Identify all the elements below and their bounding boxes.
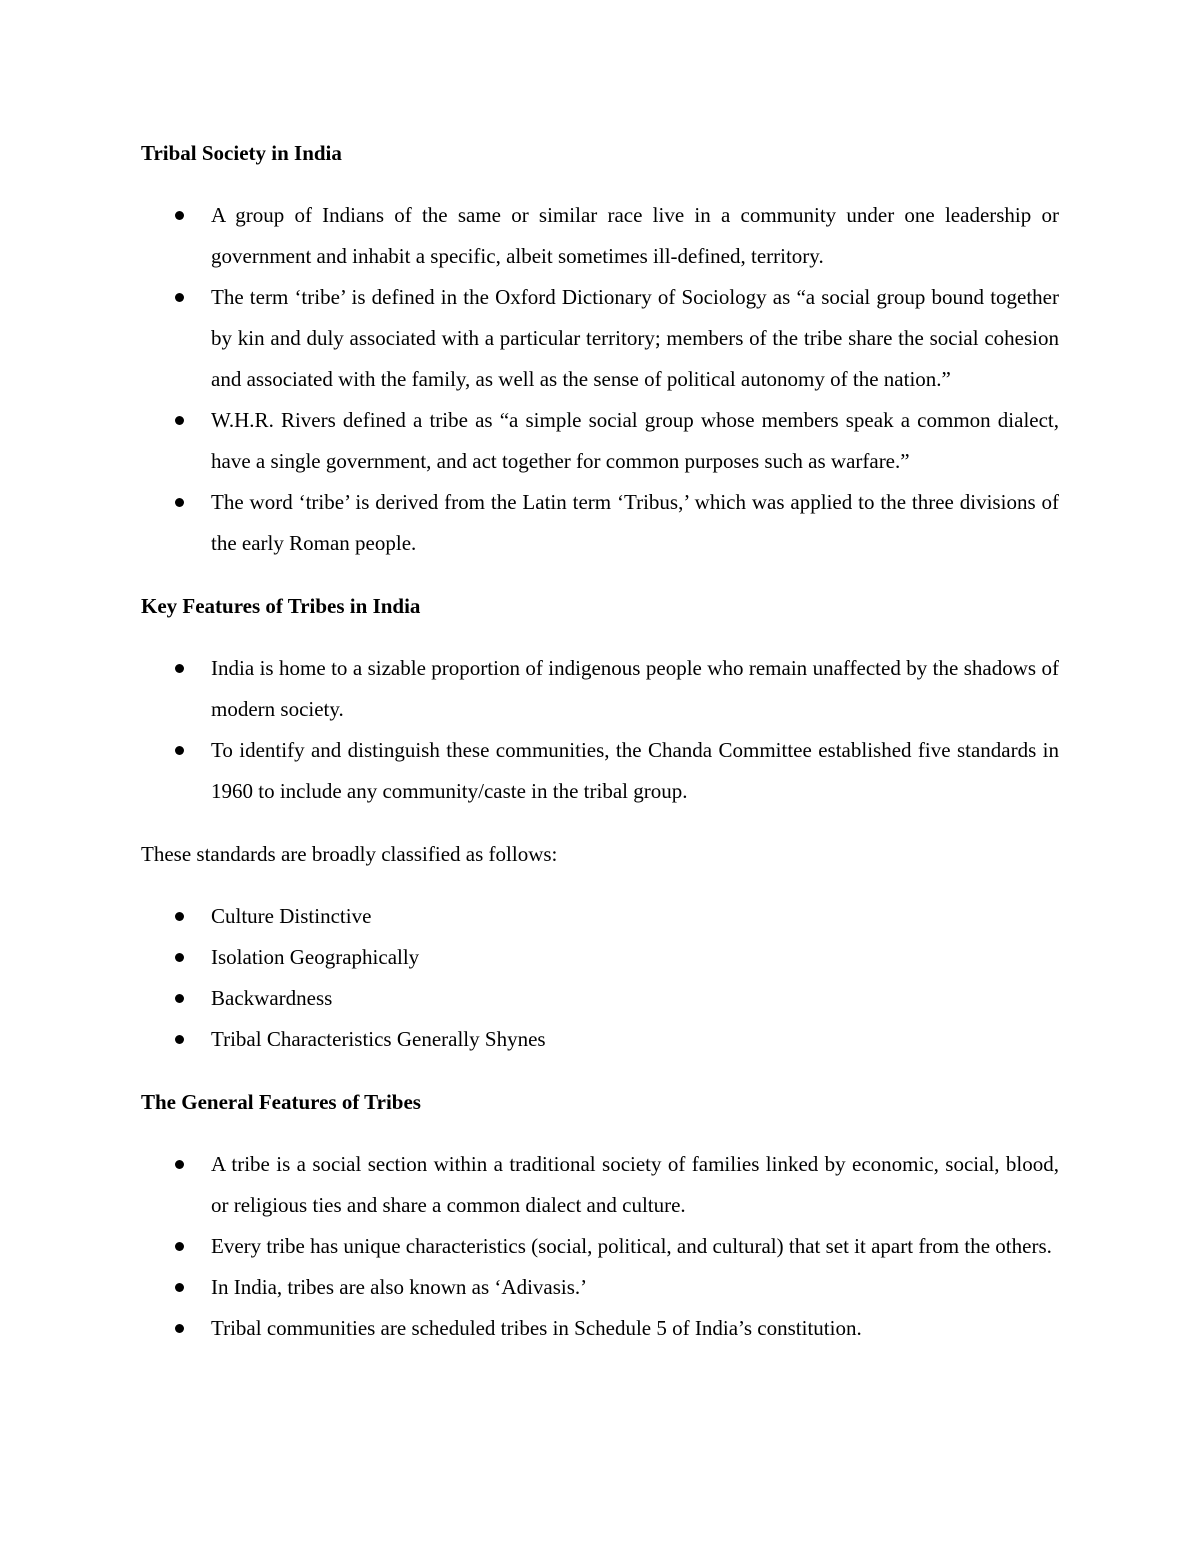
list-item (141, 1226, 1059, 1267)
list-item-text: A group of Indians of the same or similar race live in a community under one leadership or government and inhabit a specific, albeit sometimes ill-defined, territory. (211, 203, 1059, 268)
list-item-text: In India, tribes are also known as ‘Adivasis.’ (211, 1275, 588, 1299)
list-item-text: Isolation Geographically (211, 945, 420, 969)
list-item (141, 730, 1059, 812)
list-item (141, 1019, 1059, 1060)
bullet-icon (175, 1035, 184, 1044)
bullet-icon (175, 746, 184, 755)
list-item-text: W.H.R. Rivers defined a tribe as “a simple social group whose members speak a common dialect, have a single government, and act together for common purposes such as warfare.” (211, 408, 1059, 473)
bullet-icon (175, 498, 184, 507)
heading-general-features: The General Features of Tribes (141, 1090, 421, 1114)
bullet-icon (175, 416, 184, 425)
tribal-society-list (141, 195, 1059, 564)
list-item (141, 1144, 1059, 1226)
list-item (141, 1308, 1059, 1349)
list-item-text: To identify and distinguish these communities, the Chanda Committee established five standards in 1960 to include any community/caste in the tribal group. (211, 738, 1059, 803)
list-item-text: India is home to a sizable proportion of indigenous people who remain unaffected by the shadows of modern society. (211, 656, 1059, 721)
list-item (141, 1267, 1059, 1308)
list-item-text: A tribe is a social section within a traditional society of families linked by economic, social, blood, or religious ties and share a common dialect and culture. (211, 1152, 1059, 1217)
list-item (141, 978, 1059, 1019)
bullet-icon (175, 953, 184, 962)
bullet-icon (175, 1160, 184, 1169)
key-features-list (141, 648, 1059, 812)
bullet-icon (175, 994, 184, 1003)
bullet-icon (175, 1283, 184, 1292)
bullet-icon (175, 1242, 184, 1251)
bullet-icon (175, 211, 184, 220)
standards-intro-paragraph: These standards are broadly classified as follows: (141, 842, 558, 866)
list-item-text: Culture Distinctive (211, 904, 372, 928)
list-item (141, 400, 1059, 482)
heading-key-features: Key Features of Tribes in India (141, 594, 421, 618)
list-item-text: Every tribe has unique characteristics (social, political, and cultural) that set it apart from the others. (211, 1234, 1052, 1258)
list-item (141, 195, 1059, 277)
list-item-text: The term ‘tribe’ is defined in the Oxford Dictionary of Sociology as “a social group bound together by kin and duly associated with a particular territory; members of the tribe share the social cohesion and associated with the family, as well as the sense of political autonomy of the nation.” (211, 285, 1059, 391)
bullet-icon (175, 912, 184, 921)
bullet-icon (175, 293, 184, 302)
list-item-text: Backwardness (211, 986, 333, 1010)
bullet-icon (175, 664, 184, 673)
list-item (141, 648, 1059, 730)
list-item-text: Tribal Characteristics Generally Shynes (211, 1027, 546, 1051)
document-body (141, 138, 1059, 1376)
general-features-list (141, 1144, 1059, 1349)
list-item (141, 937, 1059, 978)
heading-tribal-society: Tribal Society in India (141, 141, 342, 165)
list-item (141, 277, 1059, 400)
list-item (141, 482, 1059, 564)
list-item (141, 896, 1059, 937)
bullet-icon (175, 1324, 184, 1333)
list-item-text: The word ‘tribe’ is derived from the Latin term ‘Tribus,’ which was applied to the three divisions of the early Roman people. (211, 490, 1059, 555)
standards-list (141, 896, 1059, 1060)
list-item-text: Tribal communities are scheduled tribes in Schedule 5 of India’s constitution. (211, 1316, 862, 1340)
